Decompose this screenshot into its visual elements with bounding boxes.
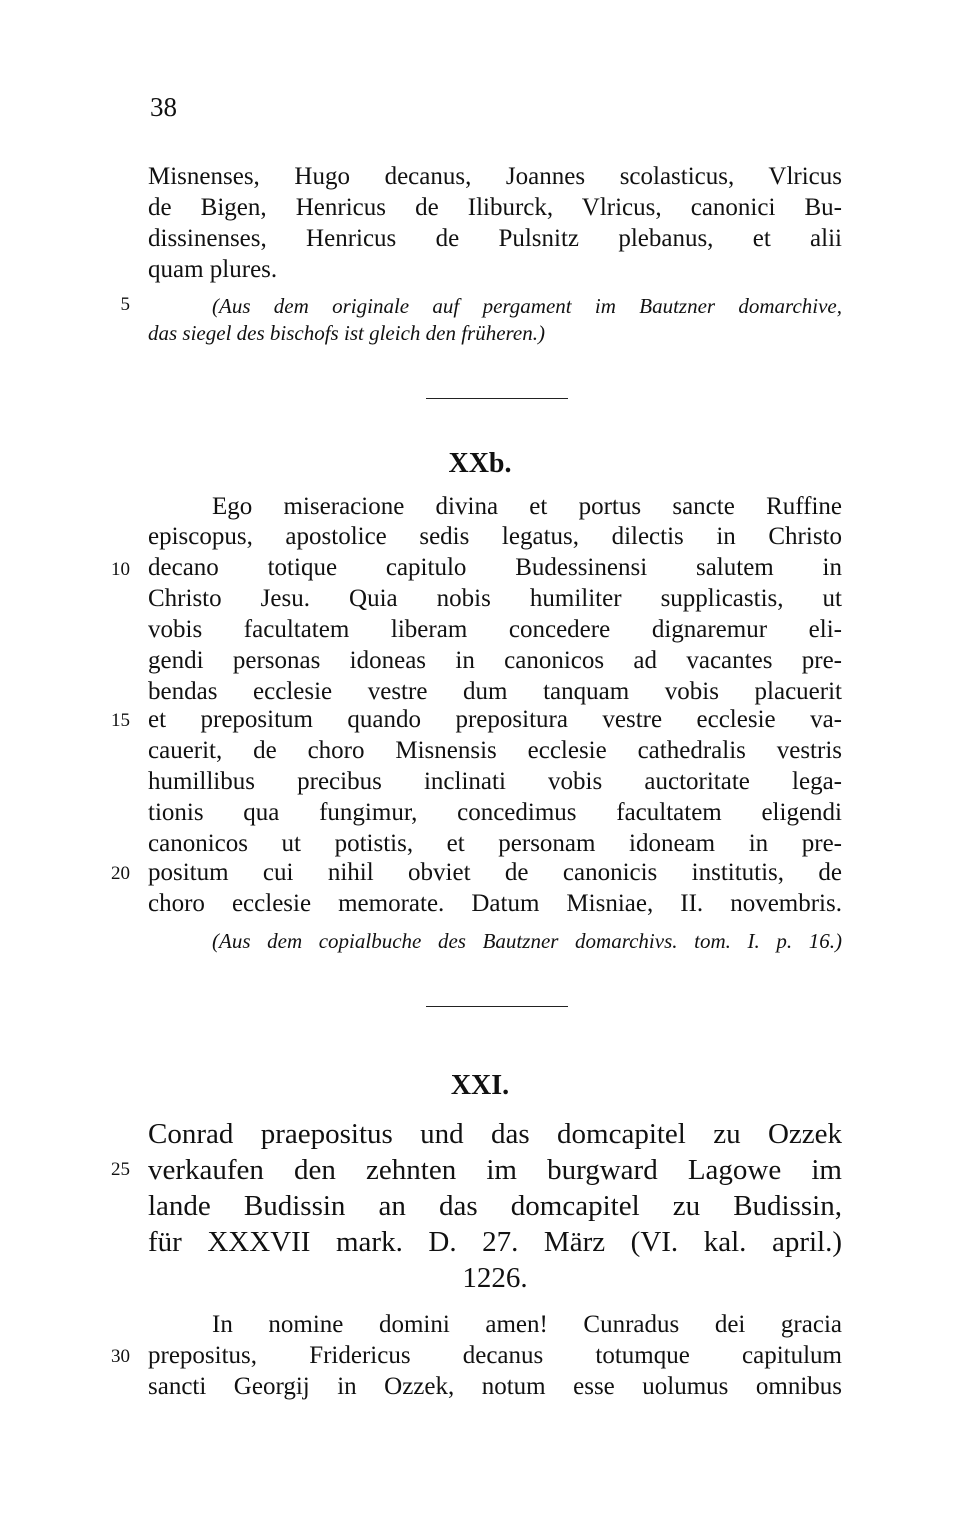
text-line: Ego miseracione divina et portus sancte Ruffine — [212, 493, 842, 520]
document-number: XXI. — [450, 1070, 510, 1101]
regest-heading-line: 1226. — [462, 1262, 528, 1294]
text-line: et prepositum quando prepositura vestre ecclesie va- — [148, 706, 842, 733]
source-note-line: das siegel des bischofs ist gleich den früheren.) — [148, 321, 545, 345]
text-line: decano totique capitulo Budessinensi salutem in — [148, 554, 842, 581]
regest-heading-line: für XXXVII mark. D. 27. März (VI. kal. april.) — [148, 1226, 842, 1258]
text-line: canonicos ut potistis, et personam idoneam in pre- — [148, 830, 842, 857]
text-line: Christo Jesu. Quia nobis humiliter supplicastis, ut — [148, 585, 842, 612]
text-line: In nomine domini amen! Cunradus dei gracia — [212, 1311, 842, 1338]
margin-line-number: 25 — [111, 1159, 130, 1180]
page-number: 38 — [150, 92, 177, 122]
text-line: bendas ecclesie vestre dum tanquam vobis placuerit — [148, 678, 842, 705]
source-note-line: (Aus dem copialbuche des Bautzner domarchivs. tom. I. p. 16.) — [212, 929, 842, 953]
margin-line-number: 5 — [120, 294, 130, 315]
text-line: quam plures. — [148, 256, 278, 283]
text-line: episcopus, apostolice sedis legatus, dilectis in Christo — [148, 523, 842, 550]
text-line: sancti Georgij in Ozzek, notum esse uolumus omnibus — [148, 1373, 842, 1400]
text-line: positum cui nihil obviet de canonicis institutis, de — [148, 859, 842, 886]
regest-heading-line: verkaufen den zehnten im burgward Lagowe im — [148, 1154, 842, 1186]
text-line: Misnenses, Hugo decanus, Joannes scolasticus, Vlricus — [148, 163, 842, 190]
document-number: XXb. — [448, 448, 512, 479]
text-line: dissinenses, Henricus de Pulsnitz plebanus, et alii — [148, 225, 842, 252]
margin-line-number: 20 — [111, 863, 130, 884]
text-line: humillibus precibus inclinati vobis auctoritate lega- — [148, 768, 842, 795]
text-line: choro ecclesie memorate. Datum Misniae, II. novembris. — [148, 890, 842, 917]
margin-line-number: 30 — [111, 1346, 130, 1367]
text-line: tionis qua fungimur, concedimus facultatem eligendi — [148, 799, 842, 826]
text-line: de Bigen, Henricus de Iliburck, Vlricus, canonici Bu- — [148, 194, 842, 221]
regest-heading-line: Conrad praepositus und das domcapitel zu Ozzek — [148, 1118, 842, 1150]
text-line: gendi personas idoneas in canonicos ad vacantes pre- — [148, 647, 842, 674]
source-note-line: (Aus dem originale auf pergament im Bautzner domarchive, — [212, 294, 842, 318]
regest-heading-line: lande Budissin an das domcapitel zu Budissin, — [148, 1190, 842, 1222]
margin-line-number: 15 — [111, 710, 130, 731]
text-line: prepositus, Fridericus decanus totumque capitulum — [148, 1342, 842, 1369]
section-separator — [426, 398, 568, 399]
margin-line-number: 10 — [111, 559, 130, 580]
text-line: vobis facultatem liberam concedere dignaremur eli- — [148, 616, 842, 643]
section-separator — [426, 1006, 568, 1007]
text-line: cauerit, de choro Misnensis ecclesie cathedralis vestris — [148, 737, 842, 764]
